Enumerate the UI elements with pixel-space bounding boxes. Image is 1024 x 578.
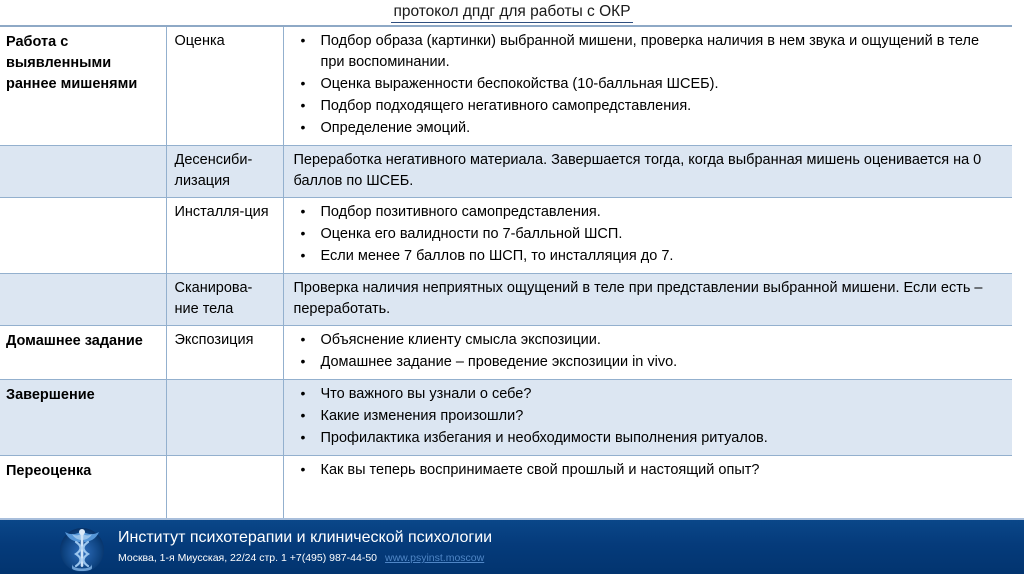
row-step-cell — [166, 456, 283, 520]
page-title-container — [0, 2, 1024, 24]
list-item: • Оценка его валидности по 7-балльной ШСП. — [294, 224, 1005, 245]
table-row — [0, 274, 1012, 326]
row-stage-cell — [0, 326, 166, 380]
row-stage-cell — [0, 380, 166, 456]
caduceus-icon — [56, 523, 108, 573]
row-step-cell — [166, 146, 283, 198]
list-item: • Подбор подходящего негативного самопредставления. — [294, 96, 1005, 117]
row-stage-label: Переоценка — [6, 463, 92, 479]
bullet-list — [294, 460, 1005, 481]
row-stage-label: Работа с выявленными раннее мишенями — [6, 34, 138, 92]
table-row — [0, 380, 1012, 456]
protocol-table — [0, 25, 1012, 520]
row-body-paragraph: Проверка наличия неприятных ощущений в теле при представлении выбранной мишени. Если есть – переработать. — [293, 280, 983, 317]
table-row — [0, 326, 1012, 380]
row-body-cell — [283, 326, 1012, 380]
row-step-cell — [166, 198, 283, 274]
list-item: • Какие изменения произошли? — [294, 406, 1005, 427]
row-body-cell — [283, 146, 1012, 198]
row-stage-label: Домашнее задание — [6, 333, 143, 349]
list-item: • Если менее 7 баллов по ШСП, то инсталляция до 7. — [294, 246, 1005, 267]
protocol-table-container — [0, 25, 1012, 520]
institute-address — [118, 551, 492, 565]
list-item: • Определение эмоций. — [294, 118, 1005, 139]
row-step-label: Сканирова-ние тела — [174, 280, 253, 317]
institute-name: Институт психотерапии и клинической психологии — [118, 529, 493, 546]
row-step-label: Экспозиция — [174, 332, 254, 348]
row-stage-cell — [0, 274, 166, 326]
row-step-label: Десенсиби-лизация — [174, 152, 253, 189]
row-body-cell — [283, 274, 1012, 326]
list-item: • Подбор образа (картинки) выбранной мишени, проверка наличия в нем звука и ощущений в теле при воспоминании. — [294, 31, 1005, 73]
row-step-label: Инсталля-ция — [174, 204, 269, 220]
table-row — [0, 146, 1012, 198]
footer-text-block — [118, 528, 492, 565]
bullet-list — [294, 384, 1005, 449]
list-item: • Как вы теперь воспринимаете свой прошлый и настоящий опыт? — [294, 460, 1005, 481]
row-body-cell — [283, 26, 1012, 146]
footer-bar — [0, 518, 1024, 574]
list-item: • Профилактика избегания и необходимости выполнения ритуалов. — [294, 428, 1005, 449]
table-row — [0, 26, 1012, 146]
row-step-cell — [166, 380, 283, 456]
list-item: • Оценка выраженности беспокойства (10-балльная ШСЕБ). — [294, 74, 1005, 95]
list-item: • Что важного вы узнали о себе? — [294, 384, 1005, 405]
row-body-cell — [283, 380, 1012, 456]
row-body-paragraph: Переработка негативного материала. Завершается тогда, когда выбранная мишень оценивается на 0 баллов по ШСЕБ. — [293, 152, 982, 189]
table-row — [0, 456, 1012, 520]
page-title: протокол дпдг для работы с ОКР — [391, 2, 632, 23]
bullet-list — [294, 330, 1005, 373]
row-step-cell — [166, 274, 283, 326]
row-stage-cell — [0, 198, 166, 274]
footer-content — [0, 520, 1024, 574]
bullet-list — [294, 31, 1005, 139]
row-step-cell — [166, 26, 283, 146]
row-stage-label: Завершение — [6, 387, 95, 403]
row-stage-cell — [0, 26, 166, 146]
row-step-label: Оценка — [174, 33, 225, 49]
table-row — [0, 198, 1012, 274]
row-body-cell — [283, 456, 1012, 520]
row-body-cell — [283, 198, 1012, 274]
row-stage-cell — [0, 456, 166, 520]
list-item: • Объяснение клиенту смысла экспозиции. — [294, 330, 1005, 351]
row-step-cell — [166, 326, 283, 380]
institute-website-link[interactable]: www.psyinst.moscow — [385, 552, 485, 564]
protocol-table-body — [0, 26, 1012, 519]
bullet-list — [294, 202, 1005, 267]
list-item: • Подбор позитивного самопредставления. — [294, 202, 1005, 223]
address-text: Москва, 1-я Миусская, 22/24 стр. 1 +7(495) 987-44-50 — [118, 552, 378, 564]
list-item: • Домашнее задание – проведение экспозиции in vivo. — [294, 352, 1005, 373]
row-stage-cell — [0, 146, 166, 198]
